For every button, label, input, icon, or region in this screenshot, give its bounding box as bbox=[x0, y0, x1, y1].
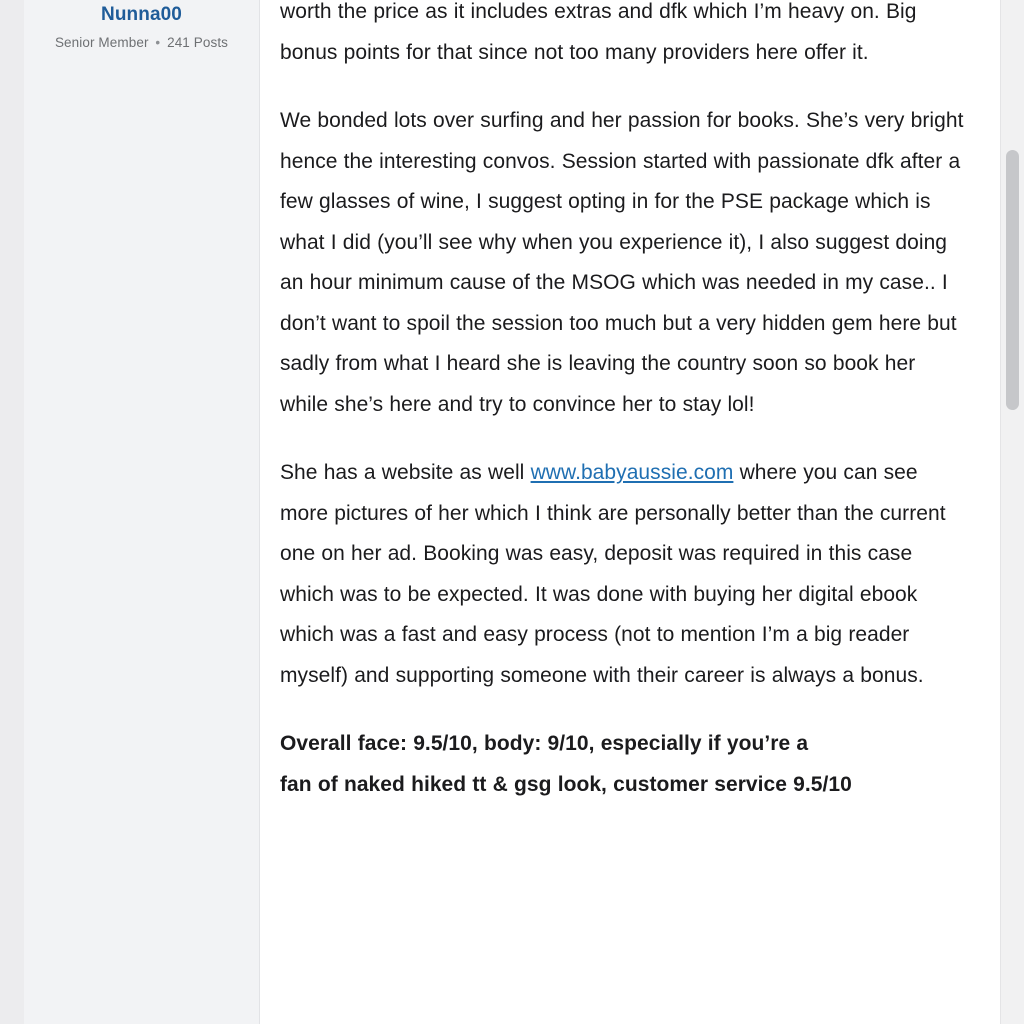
vertical-scrollbar[interactable] bbox=[1000, 0, 1024, 1024]
author-post-count: 241 Posts bbox=[167, 35, 229, 50]
post-message-body bbox=[280, 0, 968, 805]
post-author-column bbox=[24, 0, 260, 1024]
meta-separator: • bbox=[155, 35, 161, 50]
message-paragraph-2: We bonded lots over surfing and her passion for books. She’s very bright hence the interesting convos. Session started with passionate dfk after a few glasses of wine, I suggest opting in for the PSE package which is what I did (you’ll see why when you experience it), I also suggest doing an hour minimum cause of the MSOG which was needed in my case.. I don’t want to spoil the session too much but a very hidden gem here but sadly from what I heard she is leaving the country soon so book her while she’s here and try to convince her to stay lol! bbox=[280, 109, 964, 416]
message-paragraph-3-before-link: She has a website as well bbox=[280, 461, 531, 484]
message-paragraph-3-after-link: where you can see more pictures of her which I think are personally better than the current one on her ad. Booking was easy, deposit was required in this case which was to be expected. It was done with buying her digital ebook which was a fast and easy process (not to mention I’m a big reader myself) and supporting someone with their career is always a bonus. bbox=[280, 461, 946, 687]
message-paragraph-1: worth the price as it includes extras and dfk which I’m heavy on. Big bonus points for that since not too many providers here offer it. bbox=[280, 0, 917, 64]
scrollbar-thumb[interactable] bbox=[1006, 150, 1019, 410]
author-meta bbox=[34, 35, 249, 50]
website-link[interactable]: www.babyaussie.com bbox=[530, 461, 734, 484]
forum-post bbox=[24, 0, 1000, 1024]
message-overall-rating-line: Overall face: 9.5/10, body: 9/10, especially if you’re a bbox=[280, 732, 809, 755]
message-overall-rating-line-cut: fan of naked hiked tt & gsg look, customer service 9.5/10 bbox=[280, 772, 852, 796]
page-left-gutter bbox=[0, 0, 24, 1024]
message-paragraph-3 bbox=[280, 453, 968, 696]
author-username-link[interactable]: Nunna00 bbox=[101, 4, 182, 25]
post-message-column bbox=[260, 0, 1000, 1024]
author-rank: Senior Member bbox=[54, 35, 149, 50]
